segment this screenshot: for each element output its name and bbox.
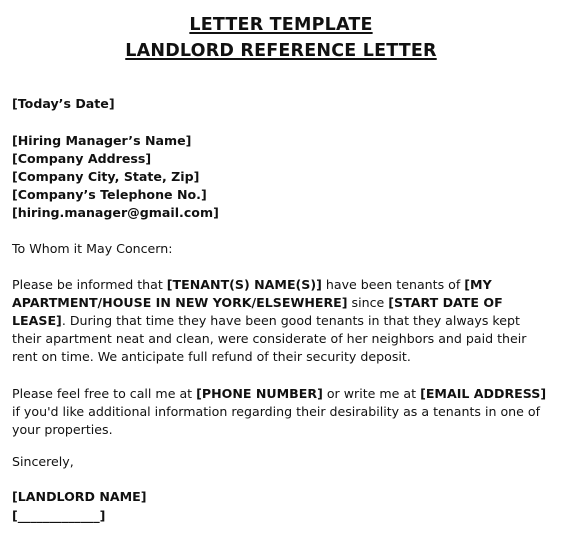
recipient-telephone: [Company’s Telephone No.] <box>12 187 207 202</box>
recipient-address-block <box>12 132 552 222</box>
property-placeholder: [MY APARTMENT/HOUSE IN NEW YORK/ELSEWHERE] <box>12 277 492 310</box>
body-paragraph-2 <box>12 385 552 439</box>
lease-start-placeholder: [START DATE OF LEASE] <box>12 295 503 328</box>
closing: Sincerely, <box>12 454 74 469</box>
recipient-company-address: [Company Address] <box>12 151 152 166</box>
paragraph-text: have been tenants of <box>321 277 465 292</box>
date-placeholder: [Today’s Date] <box>12 96 115 111</box>
signature-line: [_____________] <box>12 508 106 523</box>
paragraph-text: since <box>347 295 389 310</box>
paragraph-text: . During that time they have been good tenants in that they always kept their apartment neat and clean, were considerate of her neighbors and paid their rent on time. We anticipate full refund of their security deposit. <box>12 313 527 364</box>
paragraph-text: Please feel free to call me at <box>12 386 197 401</box>
tenant-names-placeholder: [TENANT(S) NAME(S)] <box>166 277 322 292</box>
paragraph-text: if you'd like additional information regarding their desirability as a tenants in one of your properties. <box>12 404 541 437</box>
paragraph-text: Please be informed that <box>12 277 167 292</box>
body-paragraph-1 <box>12 276 552 366</box>
paragraph-text: or write me at <box>322 386 421 401</box>
phone-placeholder: [PHONE NUMBER] <box>196 386 323 401</box>
document-title: LETTER TEMPLATE <box>189 15 373 35</box>
email-placeholder: [EMAIL ADDRESS] <box>420 386 547 401</box>
landlord-name-placeholder: [LANDLORD NAME] <box>12 489 147 504</box>
document-subtitle: LANDLORD REFERENCE LETTER <box>125 41 437 61</box>
recipient-email: [hiring.manager@gmail.com] <box>12 205 219 220</box>
recipient-name: [Hiring Manager’s Name] <box>12 133 192 148</box>
salutation: To Whom it May Concern: <box>12 241 173 256</box>
recipient-city-state-zip: [Company City, State, Zip] <box>12 169 200 184</box>
